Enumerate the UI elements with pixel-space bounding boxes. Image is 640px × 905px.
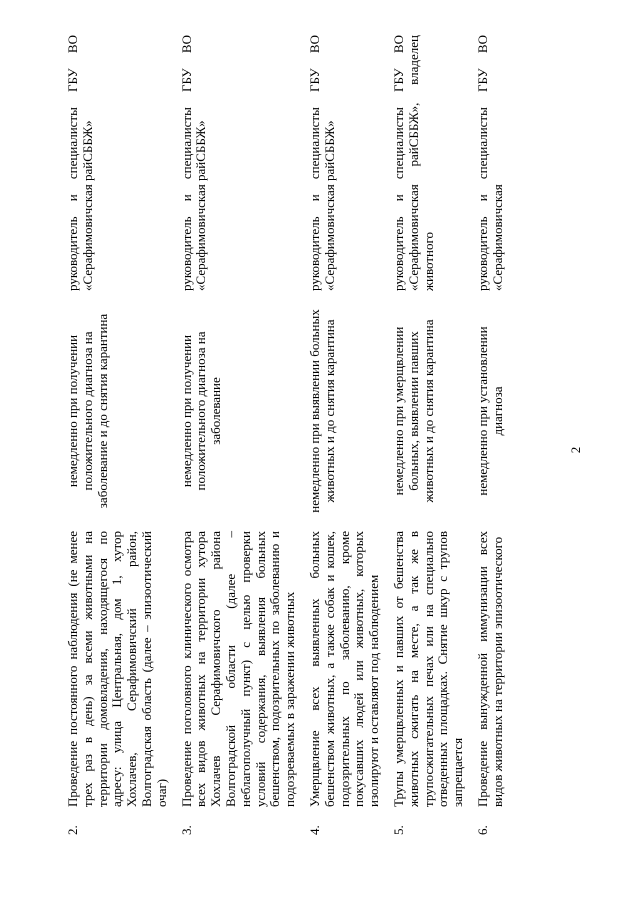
table-row bbox=[392, 33, 476, 837]
row-number: 6. bbox=[474, 825, 490, 835]
measures-table bbox=[66, 33, 506, 837]
row-number: 4. bbox=[306, 825, 322, 835]
row-action: Проведение постоянного наблюдения (не менее трех раз в день) за всеми животными на территории домовладения, находящегося по адресу: улица Центральная, дом 1, хутор Хохлачев, Серафимовичский район, Волгоградская область (далее – эпизоотический очаг) bbox=[65, 531, 169, 807]
row-number: 2. bbox=[65, 825, 80, 835]
row-term: немедленно при установлении диагноза bbox=[474, 326, 505, 496]
row-responsible: руководитель и специалисты ГБУ ВО «Серафимовичская райСББЖ» bbox=[178, 35, 209, 291]
table-row bbox=[180, 33, 308, 837]
row-term: немедленно при получении положительного диагноза на заболевание и до снятия карантина bbox=[65, 313, 110, 509]
row-term: немедленно при умерщвлении больных, выявлении павших животных и до снятия карантина bbox=[390, 319, 436, 503]
row-term: немедленно при получении положительного диагноза на заболевание bbox=[178, 331, 224, 491]
row-term: немедленно при выявлении больных животных и до снятия карантина bbox=[306, 309, 337, 513]
page-number: 2 bbox=[568, 446, 583, 454]
row-responsible: руководитель и специалисты ГБУ ВО «Серафимовичская bbox=[474, 35, 505, 291]
row-number: 5. bbox=[390, 825, 406, 835]
table-row bbox=[66, 33, 180, 837]
row-responsible: руководитель и специалисты ГБУ ВО «Серафимовичская райСББЖ» bbox=[306, 35, 337, 291]
measures-table-body bbox=[66, 33, 506, 837]
row-responsible: руководитель и специалисты ГБУ ВО «Серафимовичская райСББЖ», владелец животного bbox=[390, 35, 436, 291]
table-row bbox=[476, 33, 506, 837]
row-responsible: руководитель и специалисты ГБУ ВО «Серафимовичская райСББЖ» bbox=[65, 35, 95, 291]
row-action: Проведение вынужденной иммунизации всех видов животных на территории эпизоотического bbox=[474, 531, 505, 807]
row-action: Трупы умерщвленных и павших от бешенства животных сжигать на месте, а так же в трупосжигательных печах или на специально отведенных площадках. Снятие шкур с трупов запрещается bbox=[390, 531, 466, 807]
row-action: Проведение поголовного клинического осмотра всех видов животных на территории хутора Хохлачев Серафимовичского района Волгоградской области (далее – неблагополучный пункт) с целью проверки условий содержания, выявления больных бешенством, подозрительных по заболеванию и подозреваемых в заражении животных bbox=[178, 531, 298, 807]
row-number: 3. bbox=[178, 825, 194, 835]
table-row bbox=[308, 33, 392, 837]
row-action: Умерщвление всех выявленных больных бешенством животных, а также собак и кошек, подозрительных по заболеванию, кроме покусавших людей или животных, которых изолируют и оставляют под наблюдением bbox=[306, 531, 382, 807]
